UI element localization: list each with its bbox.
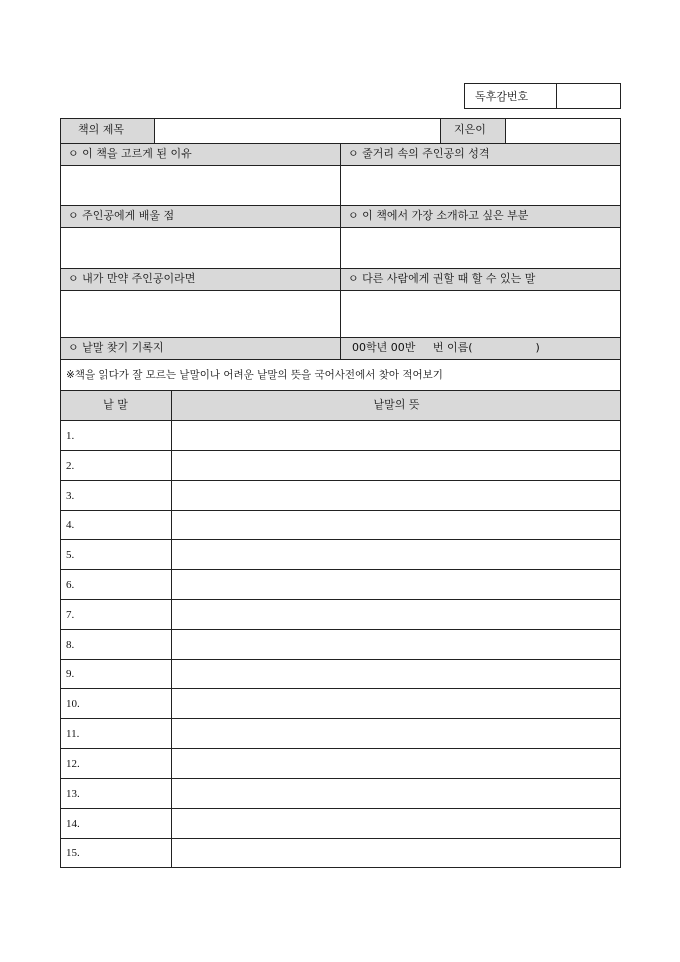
col-header-word: 낱 말 <box>103 398 128 411</box>
meaning-cell[interactable] <box>172 451 620 480</box>
meaning-cell[interactable] <box>172 689 620 718</box>
row-number: 4. <box>66 519 75 531</box>
row-number: 11. <box>66 728 80 740</box>
answer-if-i-were-protagonist[interactable] <box>61 291 340 337</box>
meaning-cell[interactable] <box>172 749 620 778</box>
student-info-line: 00학년 00반 번 이름( ) <box>352 341 540 354</box>
row-number: 7. <box>66 609 75 621</box>
vocab-section-label: ㅇ 낱말 찾기 기록지 <box>68 341 164 354</box>
row-number: 13. <box>66 788 80 800</box>
meaning-cell[interactable] <box>172 660 620 688</box>
vocab-instruction: ※책을 읽다가 잘 모르는 낱말이나 어려운 낱말의 뜻을 국어사전에서 찾아 적어보기 <box>66 369 443 381</box>
row-number: 1. <box>66 430 75 442</box>
meaning-cell[interactable] <box>172 511 620 539</box>
meaning-cell[interactable] <box>172 600 620 629</box>
prompt-reason-chosen: ㅇ 이 책을 고르게 된 이유 <box>68 147 192 160</box>
meaning-cell[interactable] <box>172 630 620 659</box>
reading-number-field[interactable] <box>557 84 620 108</box>
reading-number-label: 독후감번호 <box>475 90 529 103</box>
prompt-lessons-from-protagonist: ㅇ 주인공에게 배울 점 <box>68 209 175 222</box>
meaning-cell[interactable] <box>172 839 620 867</box>
meaning-cell[interactable] <box>172 719 620 748</box>
answer-protagonist-personality[interactable] <box>341 166 620 205</box>
book-title-label: 책의 제목 <box>78 123 125 136</box>
meaning-cell[interactable] <box>172 779 620 808</box>
answer-recommendation[interactable] <box>341 291 620 337</box>
row-number: 5. <box>66 549 75 561</box>
col-header-meaning: 낱말의 뜻 <box>373 398 420 411</box>
author-field[interactable] <box>506 119 620 143</box>
answer-favorite-part[interactable] <box>341 228 620 268</box>
row-number: 15. <box>66 847 80 859</box>
row-number: 2. <box>66 460 75 472</box>
row-number: 14. <box>66 818 80 830</box>
row-number: 10. <box>66 698 80 710</box>
row-number: 3. <box>66 490 75 502</box>
prompt-protagonist-personality: ㅇ 줄거리 속의 주인공의 성격 <box>348 147 490 160</box>
prompt-if-i-were-protagonist: ㅇ 내가 만약 주인공이라면 <box>68 272 196 285</box>
book-report-form <box>60 118 621 868</box>
meaning-cell[interactable] <box>172 421 620 450</box>
meaning-cell[interactable] <box>172 540 620 569</box>
book-title-field[interactable] <box>155 119 440 143</box>
row-number: 12. <box>66 758 80 770</box>
row-number: 6. <box>66 579 75 591</box>
answer-lessons-from-protagonist[interactable] <box>61 228 340 268</box>
meaning-cell[interactable] <box>172 570 620 599</box>
meaning-cell[interactable] <box>172 481 620 510</box>
prompt-favorite-part: ㅇ 이 책에서 가장 소개하고 싶은 부분 <box>348 209 529 222</box>
answer-reason-chosen[interactable] <box>61 166 340 205</box>
author-label: 지은이 <box>454 123 486 136</box>
meaning-cell[interactable] <box>172 809 620 838</box>
row-number: 9. <box>66 668 75 680</box>
row-number: 8. <box>66 639 75 651</box>
prompt-recommendation: ㅇ 다른 사람에게 권할 때 할 수 있는 말 <box>348 272 536 285</box>
